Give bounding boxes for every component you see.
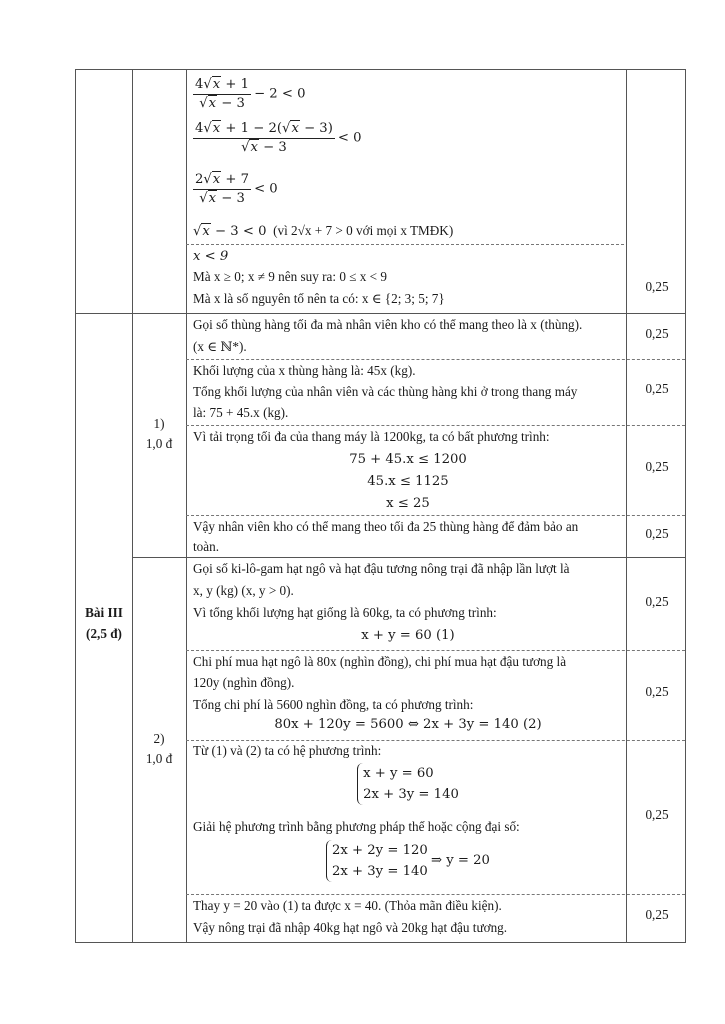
text-line: Tổng chi phí là 5600 nghìn đồng, ta có phương trình: xyxy=(193,697,474,712)
inequality-line-4: √x − 3 < 0 (vì 2√x + 7 > 0 với mọi x TMĐK) xyxy=(193,223,454,239)
column-divider xyxy=(186,70,187,942)
text-line: Vì tổng khối lượng hạt giống là 60kg, ta có phương trình: xyxy=(193,605,497,620)
sub-question-label xyxy=(132,414,186,454)
inequality-tail: < 0 xyxy=(254,181,278,197)
inequality-line-2 xyxy=(193,120,623,157)
condition-note: (vì 2√x + 7 > 0 với mọi x TMĐK) xyxy=(273,223,454,238)
text-line: là: 75 + 45.x (kg). xyxy=(193,405,289,420)
equation-system-1 xyxy=(193,763,623,805)
result-line: x < 9 xyxy=(193,249,229,264)
equation: x + y = 60 (1) xyxy=(361,628,455,643)
equation: 75 + 45.x ≤ 1200 xyxy=(349,452,467,467)
answer-table xyxy=(75,69,686,943)
score: 0,25 xyxy=(645,594,669,609)
text-line: Vậy nông trại đã nhập 40kg hạt ngô và 20kg hạt đậu tương. xyxy=(193,920,508,935)
exercise-label xyxy=(76,602,132,644)
text-line: (x ∈ ℕ*). xyxy=(193,339,247,354)
fraction: $\frac{4√x + 1 - 2(√x - 3)}{√x - 3}$ xyxy=(195,121,333,155)
text-line: x, y (kg) (x, y > 0). xyxy=(193,583,294,598)
text-line: 120y (nghìn đồng). xyxy=(193,675,295,690)
text-line: Vậy nhân viên kho có thể mang theo tối đa 25 thùng hàng để đảm bảo an xyxy=(193,519,579,534)
equation: 80x + 120y = 5600 ⇔ 2x + 3y = 140 (2) xyxy=(274,717,542,732)
score: 0,25 xyxy=(645,526,669,541)
sub-question-label xyxy=(132,729,186,769)
text-line: Tổng khối lượng của nhân viên và các thùng hàng khi ở trong thang máy xyxy=(193,384,578,399)
text-line: Vì tải trọng tối đa của thang máy là 1200kg, ta có bất phương trình: xyxy=(193,429,550,444)
sub-question-points: 1,0 đ xyxy=(145,436,173,451)
score: 0,25 xyxy=(645,279,669,294)
text-line: Từ (1) và (2) ta có hệ phương trình: xyxy=(193,743,382,758)
part1-content xyxy=(193,70,623,313)
deduction-line: Mà x ≥ 0; x ≠ 9 nên suy ra: 0 ≤ x < 9 xyxy=(193,269,387,284)
text-line: Giải hệ phương trình bằng phương pháp thế hoặc cộng đại số: xyxy=(193,819,520,834)
score: 0,25 xyxy=(645,907,669,922)
text-line: Gọi số ki-lô-gam hạt ngô và hạt đậu tương nông trại đã nhập lần lượt là xyxy=(193,561,570,576)
score: 0,25 xyxy=(645,459,669,474)
column-divider xyxy=(132,70,133,942)
sub-question-number: 2) xyxy=(153,731,165,746)
text-line: Thay y = 20 vào (1) ta được x = 40. (Thỏa mãn điều kiện). xyxy=(193,898,502,913)
inequality-line-1 xyxy=(193,76,623,113)
fraction: $\frac{4√x + 1}{√x - 3}$ xyxy=(195,77,250,111)
sub2-content xyxy=(193,557,623,944)
inequality-line-3 xyxy=(193,171,623,208)
text-line: Chi phí mua hạt ngô là 80x (nghìn đồng), chi phí mua hạt đậu tương là xyxy=(193,654,567,669)
exercise-title: Bài III xyxy=(85,605,123,620)
score: 0,25 xyxy=(645,381,669,396)
exercise-points: (2,5 đ) xyxy=(86,626,122,641)
system-equation: 2x + 3y = 140 xyxy=(332,864,428,879)
inequality-tail: − 2 < 0 xyxy=(254,86,306,102)
text-line: Khối lượng của x thùng hàng là: 45x (kg). xyxy=(193,363,416,378)
system-brace xyxy=(357,763,459,805)
score: 0,25 xyxy=(645,684,669,699)
score: 0,25 xyxy=(645,326,669,341)
inequality-tail: < 0 xyxy=(337,130,362,146)
system-brace xyxy=(326,840,428,882)
system-result: ⇒ y = 20 xyxy=(431,853,490,869)
conclusion-line: Mà x là số nguyên tố nên ta có: x ∈ {2; 3; 5; 7} xyxy=(193,291,445,306)
system-equation: x + y = 60 xyxy=(363,766,434,781)
text-line: toàn. xyxy=(193,539,220,554)
equation: 45.x ≤ 1125 xyxy=(367,474,449,489)
system-equation: 2x + 3y = 140 xyxy=(363,787,459,802)
sub-question-points: 1,0 đ xyxy=(145,751,173,766)
sub-question-number: 1) xyxy=(153,416,165,431)
equation-system-2 xyxy=(193,840,623,882)
score: 0,25 xyxy=(645,807,669,822)
system-equation: 2x + 2y = 120 xyxy=(332,843,428,858)
equation: x ≤ 25 xyxy=(386,496,430,511)
sub1-content xyxy=(193,313,623,557)
fraction: $\frac{2√x + 7}{√x - 3}$ xyxy=(195,172,250,206)
text-line: Gọi số thùng hàng tối đa mà nhân viên kho có thể mang theo là x (thùng). xyxy=(193,317,583,332)
